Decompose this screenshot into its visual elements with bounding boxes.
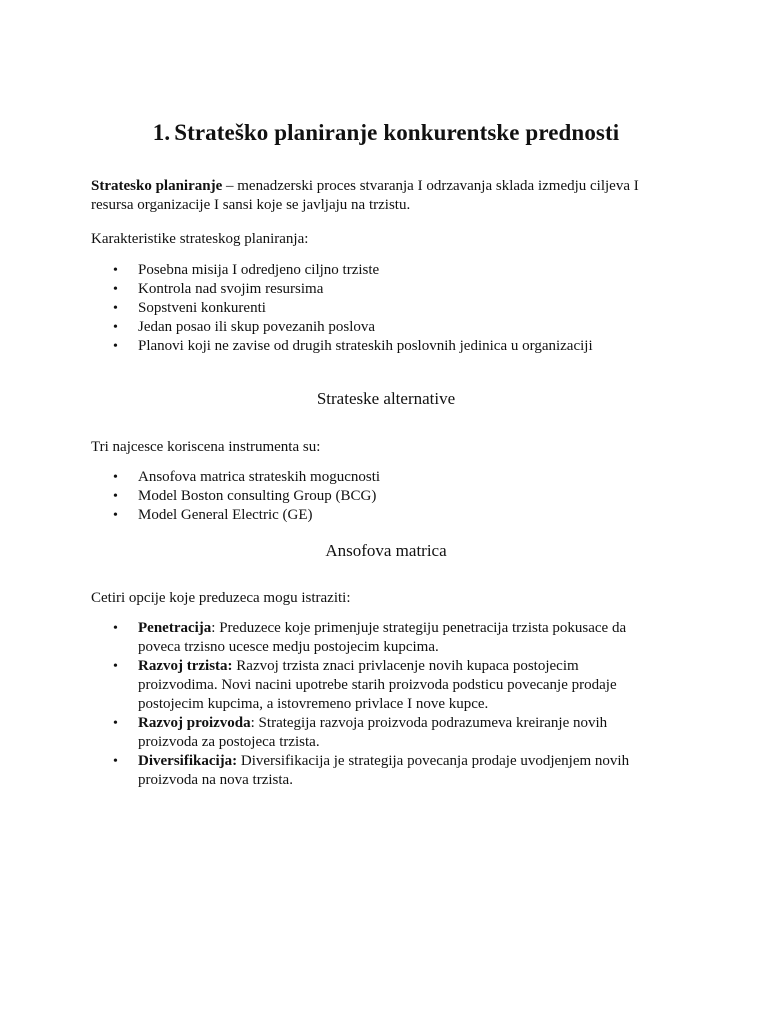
list-item (91, 714, 681, 752)
list-item: • Sopstveni konkurenti (91, 299, 681, 318)
title-text: Strateško planiranje konkurentske prednosti (174, 120, 620, 145)
list-item: • Jedan posao ili skup povezanih poslova (91, 318, 681, 337)
option-term: Diversifikacija: (138, 753, 238, 769)
definition-text: – menadzerski proces stvaranja I odrzavanja sklada izmedju ciljeva I resursa organizacije I sansi koje se javljaju na trzistu. (91, 178, 639, 213)
list-item (91, 657, 681, 714)
option-term: Razvoj proizvoda (138, 715, 251, 731)
option-term: Razvoj trzista: (138, 658, 233, 674)
option-text: Diversifikacija je strategija povecanja prodaje uvodjenjem novih proizvoda na nova trzista. (138, 753, 630, 788)
characteristics-intro: Karakteristike strateskog planiranja: (91, 231, 309, 247)
list-item: • Model General Electric (GE) (91, 506, 681, 525)
list-item: • Model Boston consulting Group (BCG) (91, 487, 681, 506)
document-title (91, 118, 681, 148)
list-item: • Posebna misija I odredjeno ciljno trziste (91, 261, 681, 280)
list-item (91, 752, 681, 790)
options-list (91, 619, 681, 790)
document-page (91, 118, 681, 790)
list-item: • Ansofova matrica strateskih mogucnosti (91, 468, 681, 487)
option-term: Penetracija (138, 620, 212, 636)
option-text: : Strategija razvoja proizvoda podrazumeva kreiranje novih proizvoda za postojeca trzista. (138, 715, 608, 750)
list-item (91, 619, 681, 657)
ansoff-heading: Ansofova matrica (325, 541, 447, 560)
option-text: : Preduzece koje primenjuje strategiju penetracija trzista pokusace da poveca trzisno ucesce medju postojecim kupcima. (138, 620, 627, 655)
list-item: • Kontrola nad svojim resursima (91, 280, 681, 299)
list-item: • Planovi koji ne zavise od drugih strateskih poslovnih jedinica u organizaciji (91, 337, 681, 356)
instruments-intro: Tri najcesce koriscena instrumenta su: (91, 439, 321, 455)
title-number: 1. (152, 120, 171, 145)
instruments-list (91, 468, 681, 525)
definition-term: Stratesko planiranje (91, 178, 223, 194)
definition-paragraph (91, 177, 681, 215)
characteristics-list (91, 261, 681, 356)
alternatives-heading: Strateske alternative (316, 389, 456, 408)
options-intro: Cetiri opcije koje preduzeca mogu istraziti: (91, 590, 351, 606)
option-text: Razvoj trzista znaci privlacenje novih kupaca postojecim proizvodima. Novi nacini upotrebe starih proizvoda podsticu povecanje prodaje postojecim kupcima, a istovremeno privlace I nove kupce. (138, 658, 617, 712)
